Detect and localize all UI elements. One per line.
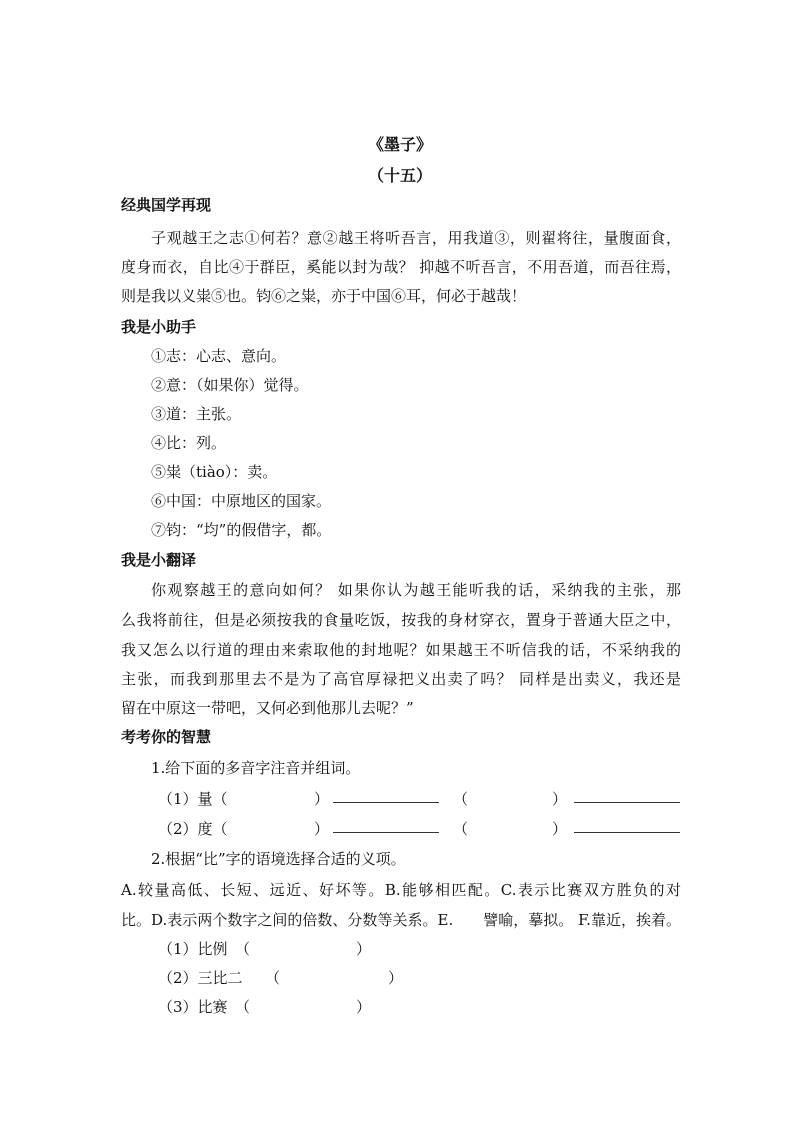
q1-row-open-paren: （: [453, 820, 469, 838]
q1-row-blank[interactable]: [333, 788, 439, 803]
q2-item-close-paren: ）: [356, 940, 372, 958]
document-title: 《墨子》: [367, 135, 432, 154]
translation-line: 留在中原这一带吧，又何必到他那儿去呢？”: [121, 699, 414, 717]
annotation-note: ⑤粜（tiào）：卖。: [151, 463, 278, 481]
question-2-prompt: 2.根据“比”字的语境选择合适的义项。: [151, 850, 406, 868]
q1-row-close-paren: ）: [552, 820, 568, 838]
q2-item-label: （1）比例 （: [158, 940, 251, 958]
q1-row-close-paren: ）: [314, 790, 330, 808]
q2-item-label: （2）三比二 （: [158, 969, 281, 987]
q1-row-close-paren: ）: [552, 790, 568, 808]
q2-item-label: （3）比赛 （: [158, 998, 251, 1016]
annotation-note: ③道：主张。: [151, 405, 242, 423]
section-heading-translation: 我是小翻译: [121, 551, 197, 569]
q1-row-blank[interactable]: [333, 818, 439, 833]
translation-line: 你观察越王的意向如何？ 如果你认为越王能听我的话，采纳我的主张，那: [151, 581, 681, 599]
annotation-note: ①志：心志、意向。: [151, 347, 287, 365]
classic-text-line: 度身而衣，自比④于群臣，奚能以封为哉？ 抑越不听吾言，不用吾道，而吾往焉，: [121, 258, 681, 276]
annotation-note: ⑦钧：“均”的假借字，都。: [151, 521, 332, 539]
q2-item-close-paren: ）: [388, 969, 404, 987]
q1-row-label: （2）度（: [158, 820, 228, 838]
question-1-prompt: 1.给下面的多音字注音并组词。: [151, 759, 361, 777]
annotation-note: ⑥中国：中原地区的国家。: [151, 492, 332, 510]
q1-row-label: （1）量（: [158, 790, 228, 808]
q1-row-close-paren: ）: [314, 820, 330, 838]
q2-options-line: 比。D.表示两个数字之间的倍数、分数等关系。E. 譬喻，摹拟。 F.靠近，挨着。: [121, 911, 681, 929]
translation-line: 主张，而我到那里去不是为了高官厚禄把义出卖了吗？ 同样是出卖义，我还是: [121, 670, 681, 688]
section-heading-helper: 我是小助手: [121, 318, 197, 336]
translation-line: 么我将前往，但是必须按我的食量吃饭，按我的身材穿衣，置身于普通大臣之中，: [121, 611, 681, 629]
annotation-note: ②意：（如果你）觉得。: [151, 376, 309, 394]
document-subtitle: （十五）: [367, 166, 432, 185]
classic-text-line: 子观越王之志①何若？意②越王将听吾言，用我道③，则翟将往，量腹面食，: [151, 229, 681, 247]
q1-row-blank[interactable]: [574, 788, 680, 803]
translation-line: 我又怎么以行道的理由来索取他的封地呢？如果越王不听信我的话，不采纳我的: [121, 641, 681, 659]
section-heading-quiz: 考考你的智慧: [121, 728, 212, 746]
q1-row-open-paren: （: [453, 790, 469, 808]
q1-row-blank[interactable]: [574, 818, 680, 833]
q2-item-close-paren: ）: [356, 998, 372, 1016]
annotation-note: ④比：列。: [151, 434, 227, 452]
classic-text-line: 则是我以义粜⑤也。钧⑥之粜，亦于中国⑥耳，何必于越哉！: [121, 287, 527, 305]
q2-options-line: A.较量高低、长短、远近、好坏等。B.能够相匹配。C.表示比赛双方胜负的对: [121, 881, 681, 899]
section-heading-classic-text: 经典国学再现: [121, 196, 212, 214]
